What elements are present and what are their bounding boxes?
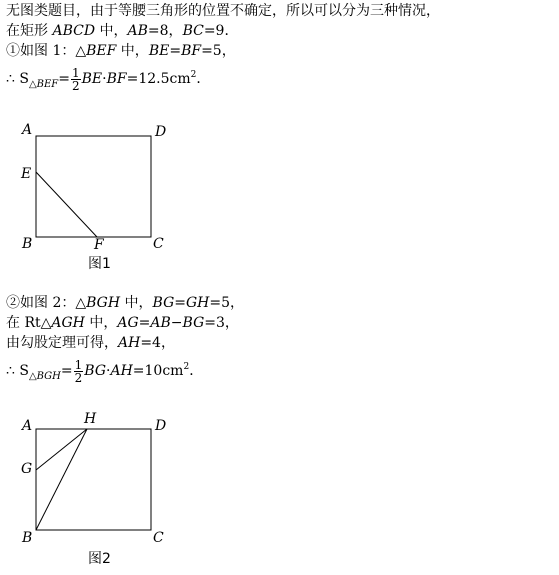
rect-abcd xyxy=(36,136,151,237)
dot: · xyxy=(102,71,107,87)
dot: · xyxy=(106,363,111,379)
segment-ah: AH xyxy=(118,335,141,351)
text: = xyxy=(60,363,73,379)
text: ②如图 2：△ xyxy=(6,295,87,311)
label-g: G xyxy=(21,461,33,477)
text: 中， xyxy=(95,23,128,39)
segment-bf: BF xyxy=(106,71,127,87)
superscript: 2 xyxy=(183,362,190,372)
text: = xyxy=(169,43,182,59)
text: =4， xyxy=(140,335,175,351)
text: =10cm xyxy=(132,363,184,379)
text: 由勾股定理可得， xyxy=(6,335,118,351)
text: =8， xyxy=(147,23,183,39)
therefore-s: ∴ S xyxy=(6,71,29,87)
text: =9． xyxy=(203,23,239,39)
area-subscript: △BEF xyxy=(28,79,59,90)
text: 在 Rt△ xyxy=(6,315,52,331)
segment-ab: AB xyxy=(150,315,171,331)
triangle-agh: AGH xyxy=(51,315,85,331)
label-c: C xyxy=(153,530,164,546)
therefore-s: ∴ S xyxy=(6,363,29,379)
figure-2-caption: 图2 xyxy=(88,551,111,567)
case2-area-formula xyxy=(6,358,203,386)
text: =3， xyxy=(204,315,239,331)
numerator: 1 xyxy=(71,65,80,80)
segment-bc: BC xyxy=(182,23,204,39)
triangle-bef: BEF xyxy=(86,43,117,59)
text: ． xyxy=(189,363,204,379)
label-b: B xyxy=(22,530,33,546)
label-c: C xyxy=(153,236,164,252)
label-b: B xyxy=(22,236,33,252)
label-f: F xyxy=(94,237,104,253)
text: = xyxy=(138,315,151,331)
figure-1-caption: 图1 xyxy=(88,256,111,272)
case2-line xyxy=(6,294,244,312)
text: 在矩形 xyxy=(6,23,53,39)
segment-be: BE xyxy=(148,43,170,59)
label-a: A xyxy=(22,418,33,434)
text: =5， xyxy=(209,295,245,311)
figure-1 xyxy=(20,122,166,272)
segment-bh xyxy=(36,429,87,530)
label-h: H xyxy=(84,411,97,427)
text: = xyxy=(58,71,70,87)
text: 中， xyxy=(84,315,118,331)
text: 中， xyxy=(120,295,153,311)
text: − xyxy=(170,315,183,331)
triangle-bgh: BGH xyxy=(86,295,121,311)
label-d: D xyxy=(155,124,167,140)
text: =5， xyxy=(201,43,236,59)
superscript: 2 xyxy=(190,70,197,80)
denominator: 2 xyxy=(74,370,83,385)
label-a: A xyxy=(22,122,33,138)
right-triangle-line xyxy=(6,314,239,332)
segment-bg: BG xyxy=(84,363,106,379)
segment-ab: AB xyxy=(127,23,148,39)
segment-bg: BG xyxy=(152,295,175,311)
segment-gh: GH xyxy=(186,295,210,311)
pythagoras-line xyxy=(6,334,175,352)
segment-be: BE xyxy=(81,71,103,87)
label-e: E xyxy=(21,166,32,182)
intro-line: 无图类题目，由于等腰三角形的位置不确定，所以可以分为三种情况， xyxy=(6,3,440,19)
text: ①如图 1：△ xyxy=(6,43,87,59)
area-subscript: △BGH xyxy=(28,371,61,382)
rect-name: ABCD xyxy=(52,23,96,39)
text: =12.5cm xyxy=(126,71,191,87)
segment-bf: BF xyxy=(181,43,202,59)
text: ． xyxy=(196,71,211,87)
segment-bg: BG xyxy=(182,315,205,331)
fraction-half xyxy=(74,359,84,384)
label-d: D xyxy=(155,418,167,434)
figure-2 xyxy=(20,411,166,567)
segment-gh xyxy=(36,429,87,470)
numerator: 1 xyxy=(74,357,83,372)
text: = xyxy=(174,295,186,311)
denominator: 2 xyxy=(71,78,80,93)
segment-ah: AH xyxy=(110,363,133,379)
segment-ag: AG xyxy=(117,315,139,331)
rect-abcd-2 xyxy=(36,429,151,530)
text: 中， xyxy=(116,43,149,59)
segment-ef xyxy=(36,172,97,237)
